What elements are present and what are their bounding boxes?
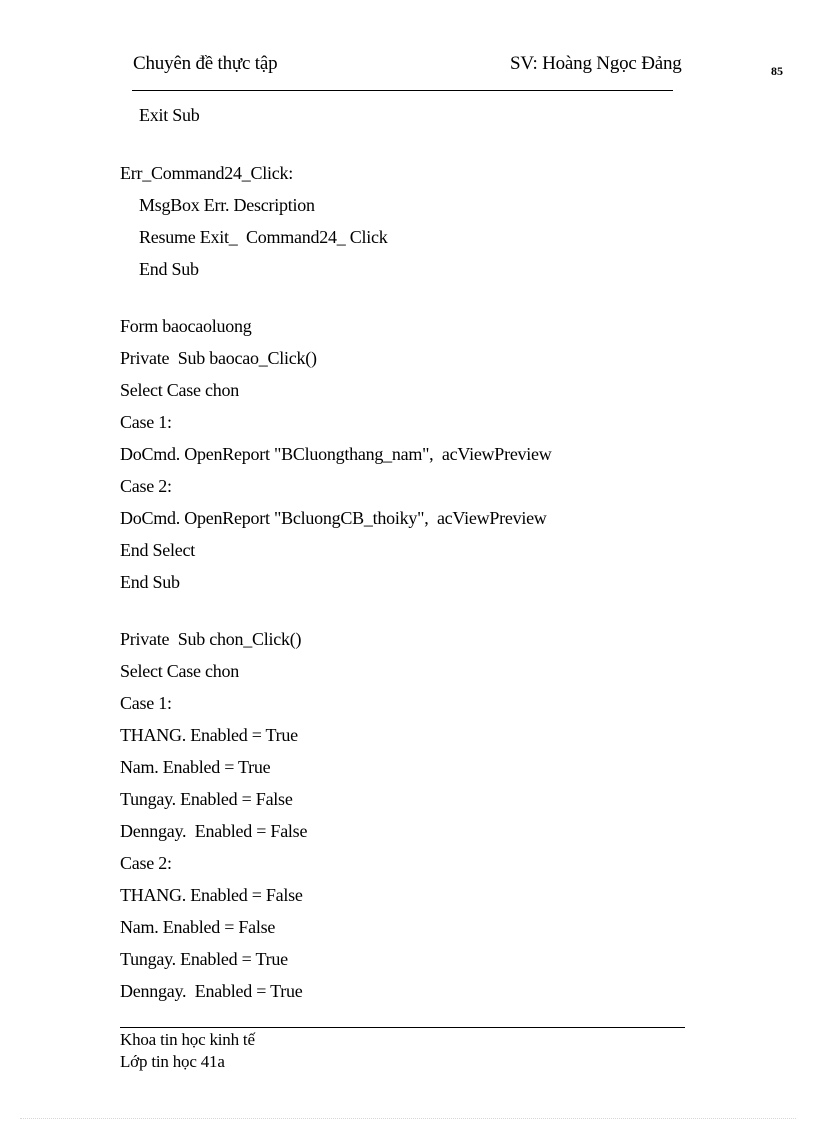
- header-divider: [132, 90, 673, 91]
- code-line: MsgBox Err. Description: [139, 195, 315, 215]
- code-line: Nam. Enabled = False: [120, 917, 276, 937]
- page-number: 85: [771, 64, 783, 78]
- code-line: Nam. Enabled = True: [120, 757, 271, 777]
- footer-divider: [120, 1027, 685, 1028]
- code-line: End Sub: [120, 572, 180, 592]
- code-line: End Select: [120, 540, 195, 560]
- code-line: DoCmd. OpenReport "BCluongthang_nam", acViewPreview: [120, 444, 552, 464]
- code-line: Err_Command24_Click:: [120, 163, 293, 183]
- code-line: Case 1:: [120, 693, 172, 713]
- code-line: Case 2:: [120, 476, 172, 496]
- code-line: THANG. Enabled = False: [120, 885, 303, 905]
- code-line: Resume Exit_ Command24_ Click: [139, 227, 388, 247]
- code-line: Tungay. Enabled = True: [120, 949, 288, 969]
- code-line: Private Sub chon_Click(): [120, 629, 302, 649]
- code-line: THANG. Enabled = True: [120, 725, 298, 745]
- code-line: Denngay. Enabled = True: [120, 981, 303, 1001]
- code-line: End Sub: [139, 259, 199, 279]
- footer-department: Khoa tin học kinh tế: [120, 1030, 255, 1049]
- code-line: Select Case chon: [120, 380, 239, 400]
- code-line: Select Case chon: [120, 661, 239, 681]
- code-line: Form baocaoluong: [120, 316, 252, 336]
- code-line: Exit Sub: [139, 105, 200, 125]
- code-line: Private Sub baocao_Click(): [120, 348, 317, 368]
- footer-class: Lớp tin học 41a: [120, 1052, 225, 1071]
- code-line: Tungay. Enabled = False: [120, 789, 293, 809]
- code-line: Case 2:: [120, 853, 172, 873]
- header-title: Chuyên đề thực tập: [133, 53, 278, 74]
- code-line: Denngay. Enabled = False: [120, 821, 308, 841]
- code-line: Case 1:: [120, 412, 172, 432]
- code-line: DoCmd. OpenReport "BcluongCB_thoiky", acViewPreview: [120, 508, 547, 528]
- header-author: SV: Hoàng Ngọc Đảng: [510, 53, 682, 74]
- page-bottom-edge: [20, 1118, 796, 1119]
